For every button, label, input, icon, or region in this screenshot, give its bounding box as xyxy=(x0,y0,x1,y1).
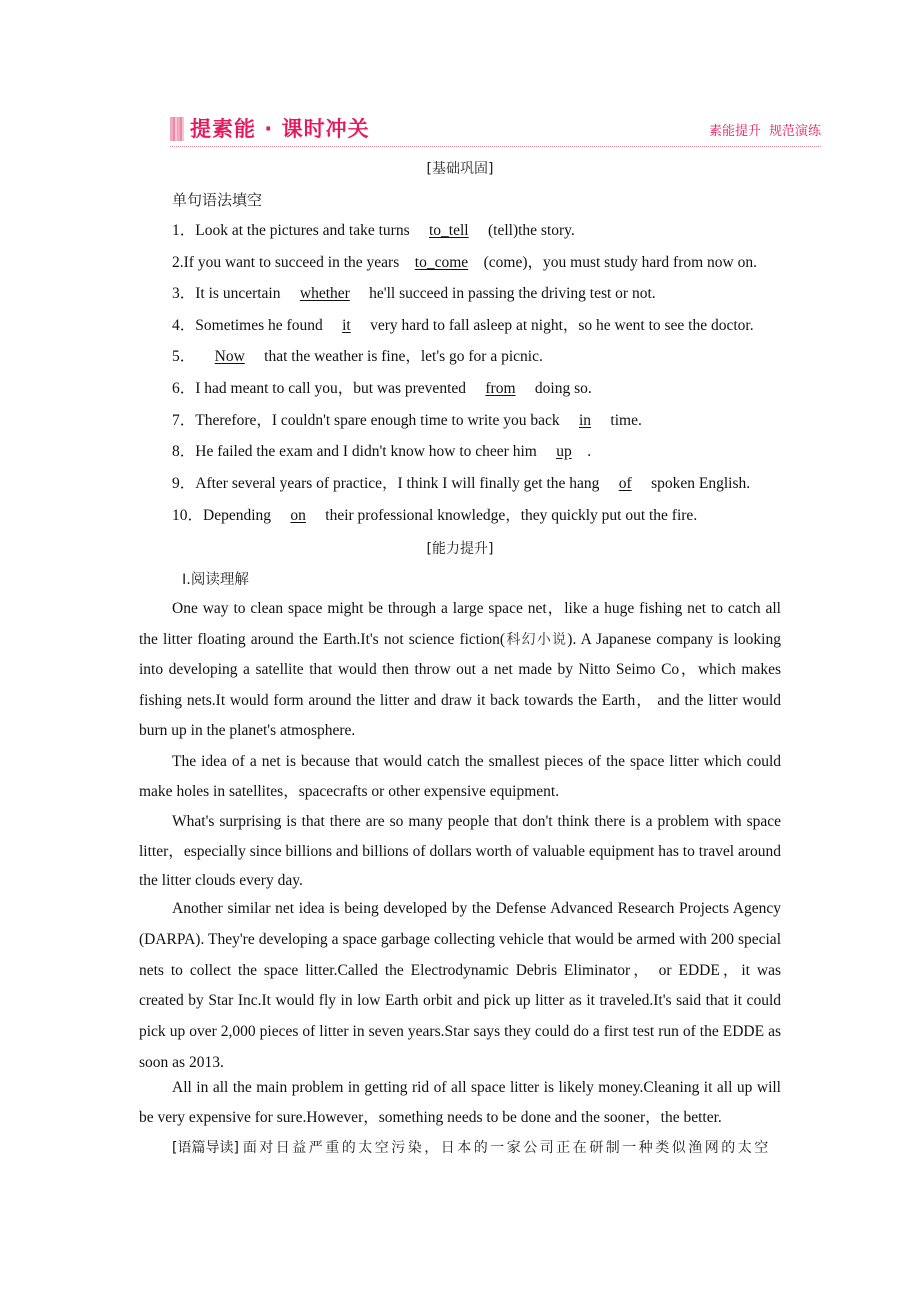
question-text: their professional knowledge，they quickly put out the fire. xyxy=(325,507,698,524)
question-number: 8． xyxy=(172,443,196,460)
question-text: If you want to succeed in the years xyxy=(183,254,400,271)
question-number: 7． xyxy=(172,412,196,429)
question-6 xyxy=(172,379,592,399)
paragraph-text: One way to clean space might be through a large space net，like a huge fishing net to catch all the litter floating around the Earth.It's not science fiction( xyxy=(139,600,781,648)
question-9 xyxy=(172,474,750,494)
question-number: 5． xyxy=(172,348,196,365)
exercise-title: 单句语法填空 xyxy=(172,191,263,209)
section-heading-basic: [基础巩固] xyxy=(426,161,494,177)
question-number: 3． xyxy=(172,285,196,302)
answer-blank: to_tell xyxy=(429,222,469,239)
section-heading-advanced: [能力提升] xyxy=(426,541,494,557)
passage-paragraph-3: What's surprising is that there are so many people that don't think there is a problem with space litter，especially since billions and billions of dollars worth of valuable equipment has to travel around the litter clouds every day. xyxy=(139,813,781,889)
banner-label-2: 规范演练 xyxy=(768,124,821,139)
question-7 xyxy=(172,411,642,431)
answer-blank: of xyxy=(618,475,632,492)
guide-text: 面对日益严重的太空污染，日本的一家公司正在研制一种类似渔网的太空 xyxy=(242,1140,771,1156)
question-10 xyxy=(172,506,697,526)
question-text: He failed the exam and I didn't know how to cheer him xyxy=(195,443,537,460)
question-number: 10． xyxy=(172,507,204,524)
banner-right-labels xyxy=(709,122,821,142)
question-text: . xyxy=(587,443,592,460)
question-text: (tell)the story. xyxy=(487,222,575,239)
answer-blank: on xyxy=(290,507,306,524)
banner-decoration-bar xyxy=(170,117,184,141)
answer-blank: from xyxy=(485,380,516,397)
answer-blank: in xyxy=(578,412,592,429)
question-text: I had meant to call you，but was prevented xyxy=(195,380,467,397)
question-text: he'll succeed in passing the driving test or not. xyxy=(369,285,656,302)
question-text: that the weather is fine，let's go for a picnic. xyxy=(264,348,543,365)
question-number: 9． xyxy=(172,475,196,492)
passage-paragraph-5: All in all the main problem in getting rid of all space litter is likely money.Cleaning it all up will be very expensive for sure.However，something needs to be done and the sooner，the better. xyxy=(139,1079,781,1126)
passage-paragraph-4: Another similar net idea is being developed by the Defense Advanced Research Projects Agency (DARPA). They're developing a space garbage collecting vehicle that would be armed with 200 special nets to collect the space litter.Called the Electrodynamic Debris Eliminator， or EDDE，it was created by Star Inc.It would fly in low Earth orbit and pick up litter as it traveled.It's said that it could pick up over 2,000 pieces of litter in seven years.Star says they could do a first test run of the EDDE as soon as 2013. xyxy=(139,900,781,1071)
question-number: 4． xyxy=(172,317,196,334)
guide-label: [语篇导读] xyxy=(172,1140,239,1156)
question-number: 1． xyxy=(172,222,196,239)
question-text: very hard to fall asleep at night，so he went to see the doctor. xyxy=(370,317,754,334)
question-number: 2. xyxy=(172,254,184,271)
answer-blank: Now xyxy=(214,348,245,365)
question-text: Therefore，I couldn't spare enough time to write you back xyxy=(195,412,560,429)
question-text: time. xyxy=(610,412,642,429)
question-text: After several years of practice，I think I will finally get the hang xyxy=(195,475,600,492)
answer-blank: whether xyxy=(299,285,350,302)
question-4 xyxy=(172,316,754,336)
question-text: (come)，you must study hard from now on. xyxy=(483,254,758,271)
chinese-gloss: 科幻小说 xyxy=(505,631,568,648)
question-text: spoken English. xyxy=(651,475,751,492)
question-3 xyxy=(172,284,656,304)
question-2 xyxy=(172,253,757,273)
question-text: Sometimes he found xyxy=(195,317,323,334)
question-text: doing so. xyxy=(534,380,592,397)
question-text: It is uncertain xyxy=(195,285,281,302)
paragraph-text: ). A Japanese company is looking into developing a satellite that would then throw out a net made by Nitto Seimo Co，which makes fishing nets.It would form around the litter and draw it back towards the Earth， and the litter would burn up in the planet's atmosphere. xyxy=(139,630,781,739)
passage-paragraph-1 xyxy=(139,594,781,747)
question-text: Look at the pictures and take turns xyxy=(195,222,410,239)
question-5 xyxy=(172,347,543,367)
section-banner xyxy=(170,114,821,147)
banner-title: 提素能 · 课时冲关 xyxy=(190,117,370,141)
question-number: 6． xyxy=(172,380,196,397)
reading-title: Ⅰ.阅读理解 xyxy=(182,572,249,588)
question-text: Depending xyxy=(203,507,272,524)
question-1 xyxy=(172,221,575,241)
passage-paragraph-2: The idea of a net is because that would catch the smallest pieces of the space litter which could make holes in satellites，spacecrafts or other expensive equipment. xyxy=(139,753,781,800)
answer-blank: up xyxy=(556,443,572,460)
answer-blank: it xyxy=(342,317,351,334)
passage-guide xyxy=(139,1133,781,1163)
question-8 xyxy=(172,442,591,462)
banner-label-1: 素能提升 xyxy=(708,124,761,139)
answer-blank: to_come xyxy=(414,254,469,271)
